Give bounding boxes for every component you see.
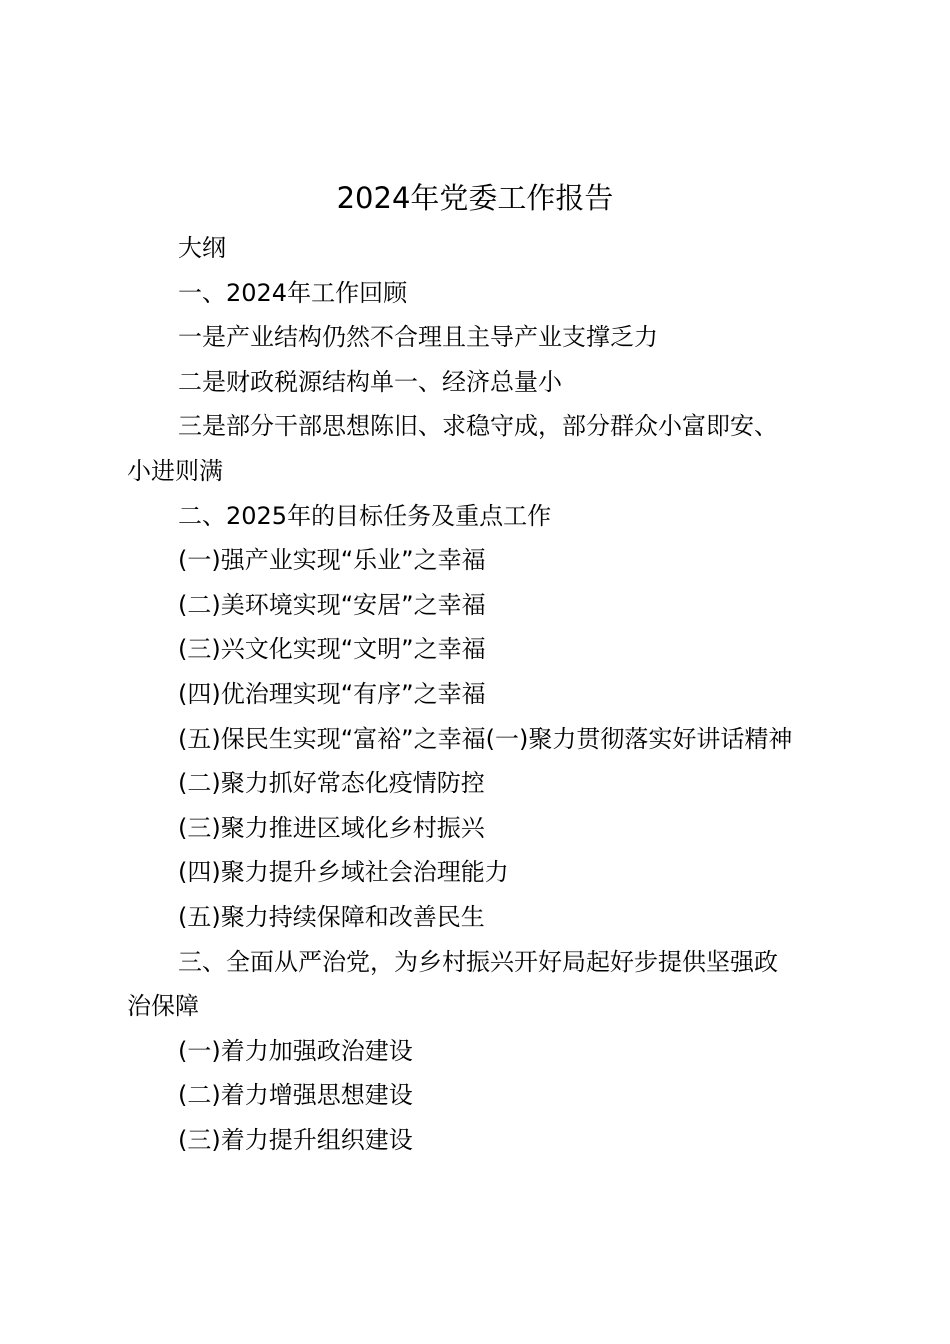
list-item: (二)着力增强思想建设 <box>178 1081 413 1110</box>
section-heading-2: 二、2025年的目标任务及重点工作 <box>178 501 552 530</box>
paragraph-line: 三是部分干部思想陈旧、求稳守成，部分群众小富即安、 <box>178 412 778 441</box>
list-item: (四)聚力提升乡域社会治理能力 <box>178 858 509 887</box>
section-heading-1: 一、2024年工作回顾 <box>178 278 408 307</box>
document-title: 2024年党委工作报告 <box>336 181 614 215</box>
list-item: (二)美环境实现“安居”之幸福 <box>178 590 486 619</box>
list-item: (四)优治理实现“有序”之幸福 <box>178 679 486 708</box>
list-item: (三)聚力推进区域化乡村振兴 <box>178 813 485 842</box>
document-body <box>127 226 827 1162</box>
list-item: (一)着力加强政治建设 <box>178 1036 413 1065</box>
paragraph-line: 一是产业结构仍然不合理且主导产业支撑乏力 <box>178 323 658 352</box>
list-item: (二)聚力抓好常态化疫情防控 <box>178 769 485 798</box>
section-heading-3: 三、全面从严治党，为乡村振兴开好局起好步提供坚强政 <box>178 947 778 976</box>
list-item: (五)保民生实现“富裕”之幸福(一)聚力贯彻落实好讲话精神 <box>178 724 793 753</box>
list-item: (三)着力提升组织建设 <box>178 1125 413 1154</box>
paragraph-line: 二是财政税源结构单一、经济总量小 <box>178 367 562 396</box>
list-item: (五)聚力持续保障和改善民生 <box>178 902 485 931</box>
list-item: (一)强产业实现“乐业”之幸福 <box>178 546 486 575</box>
list-item: (三)兴文化实现“文明”之幸福 <box>178 635 486 664</box>
paragraph-line-continuation: 治保障 <box>127 992 199 1021</box>
outline-heading: 大纲 <box>178 234 226 262</box>
paragraph-line-continuation: 小进则满 <box>127 456 223 485</box>
